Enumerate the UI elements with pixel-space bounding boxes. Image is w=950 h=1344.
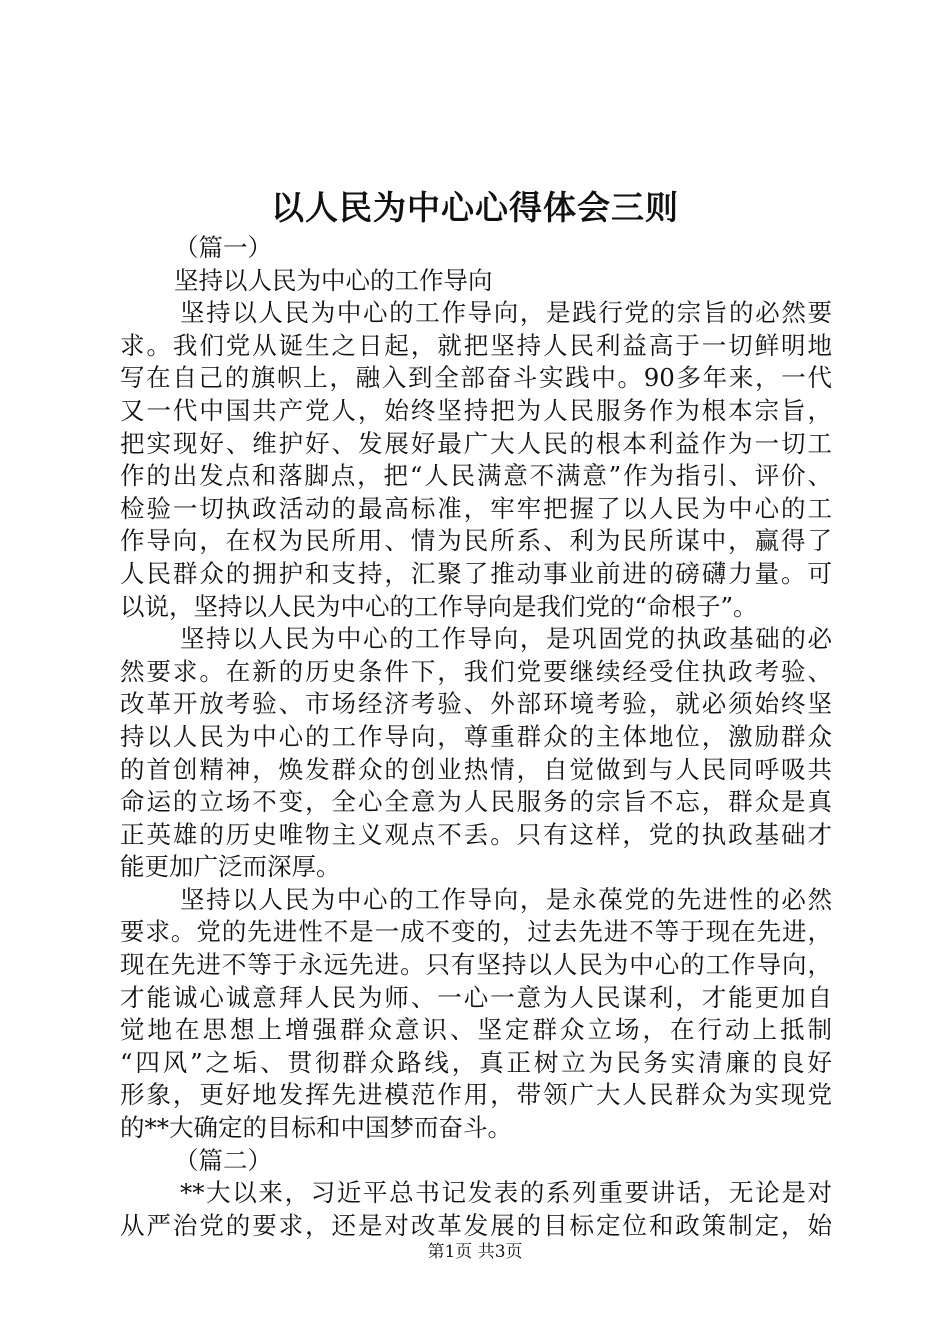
paragraph-line: 能更加广泛而深厚。	[120, 852, 341, 882]
paragraph-line: 坚持以人民为中心的工作导向，是永葆党的先进性的必然	[180, 884, 832, 914]
paragraph-line: 的首创精神，焕发群众的创业热情，自觉做到与人民同呼吸共	[120, 754, 832, 784]
paragraph-line: 然要求。在新的历史条件下，我们党要继续经受住执政考验、	[120, 656, 832, 686]
paragraph-line: 又一代中国共产党人，始终坚持把为人民服务作为根本宗旨，	[120, 395, 832, 425]
paragraph-line: **大以来，习近平总书记发表的系列重要讲话，无论是对	[180, 1178, 832, 1208]
paragraph-line: 命运的立场不变，全心全意为人民服务的宗旨不忘，群众是真	[120, 787, 832, 817]
subheading: 坚持以人民为中心的工作导向	[174, 265, 493, 295]
paragraph-line: 改革开放考验、市场经济考验、外部环境考验，就必须始终坚	[120, 689, 832, 719]
paragraph-line: 以说，坚持以人民为中心的工作导向是我们党的“命根子”。	[120, 591, 758, 621]
document-body	[120, 232, 832, 1242]
paragraph-line: 持以人民为中心的工作导向，尊重群众的主体地位，激励群众	[120, 721, 832, 751]
paragraph-line: 要求。党的先进性不是一成不变的，过去先进不等于现在先进，	[120, 917, 832, 947]
paragraph-line: 作的出发点和落脚点，把“人民满意不满意”作为指引、评价、	[120, 461, 832, 491]
document-title: 以人民为中心心得体会三则	[271, 188, 679, 227]
paragraph-line: 人民群众的拥护和支持，汇聚了推动事业前进的磅礴力量。可	[120, 558, 832, 588]
page-number: 第1页 共3页	[427, 1242, 523, 1262]
paragraph-line: 坚持以人民为中心的工作导向，是巩固党的执政基础的必	[180, 624, 832, 654]
section-heading-1: （篇一）	[174, 233, 272, 262]
paragraph-line: “四风”之垢、贯彻群众路线，真正树立为民务实清廉的良好	[120, 1047, 832, 1077]
paragraph-line: 现在先进不等于永远先进。只有坚持以人民为中心的工作导向，	[120, 950, 832, 980]
paragraph-line: 坚持以人民为中心的工作导向，是践行党的宗旨的必然要	[180, 298, 832, 328]
paragraph-line: 才能诚心诚意拜人民为师、一心一意为人民谋利，才能更加自	[120, 982, 832, 1012]
paragraph-line: 形象，更好地发挥先进模范作用，带领广大人民群众为实现党	[120, 1080, 832, 1110]
paragraph-line: 觉地在思想上增强群众意识、坚定群众立场，在行动上抵制	[120, 1015, 832, 1045]
paragraph-line: 从严治党的要求，还是对改革发展的目标定位和政策制定，始	[120, 1210, 832, 1240]
paragraph-line: 正英雄的历史唯物主义观点不丢。只有这样，党的执政基础才	[120, 819, 832, 849]
paragraph-line: 的**大确定的目标和中国梦而奋斗。	[120, 1113, 512, 1143]
paragraph-line: 作导向，在权为民所用、情为民所系、利为民所谋中，赢得了	[120, 526, 832, 556]
paragraph-line: 检验一切执政活动的最高标准，牢牢把握了以人民为中心的工	[120, 493, 832, 523]
section-heading-2: （篇二）	[174, 1145, 272, 1175]
paragraph-line: 写在自己的旗帜上，融入到全部奋斗实践中。90多年来，一代	[120, 363, 832, 393]
paragraph-line: 求。我们党从诞生之日起，就把坚持人民利益高于一切鲜明地	[120, 330, 832, 360]
paragraph-line: 把实现好、维护好、发展好最广大人民的根本利益作为一切工	[120, 428, 832, 458]
